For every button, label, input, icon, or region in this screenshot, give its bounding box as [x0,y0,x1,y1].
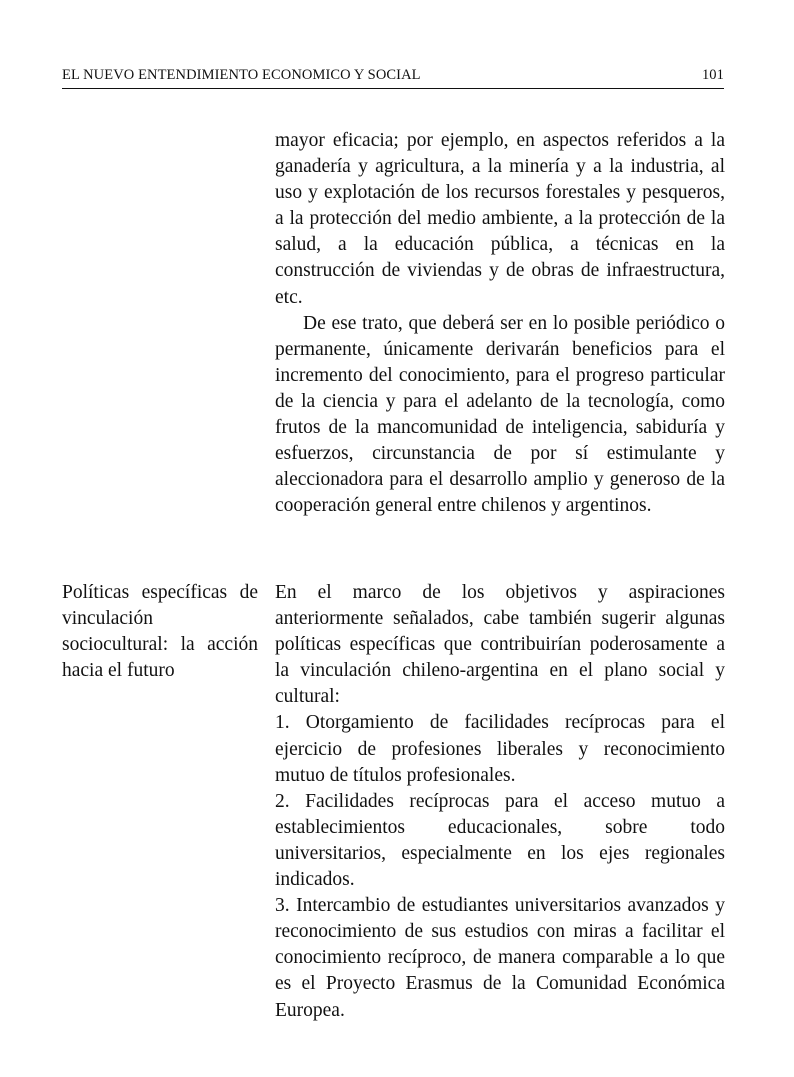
running-header [62,67,724,84]
paragraph: mayor eficacia; por ejemplo, en aspectos referidos a la ganadería y agricultura, a la minería y a la industria, al uso y explotación de los recursos forestales y pesqueros, a la protección del medio ambiente, a la protección de la salud, a la educación pública, a técnicas en la construcción de viviendas y de obras de infraestructura, etc. [275,130,725,308]
running-title: EL NUEVO ENTENDIMIENTO ECONOMICO Y SOCIAL [62,67,421,83]
page-number: 101 [701,67,724,83]
header-rule [62,88,724,89]
main-column-bottom [275,580,725,1024]
paragraph: De ese trato, que deberá ser en lo posible periódico o permanente, únicamente derivarán beneficios para el incremento del conocimiento, para el progreso particular de la ciencia y para el adelanto de la tecnología, como frutos de la mancomunidad de inteligencia, sabiduría y esfuerzos, circunstancia de por sí estimulante y aleccionadora para el desarrollo amplio y generoso de la cooperación general entre chilenos y argentinos. [275,312,725,517]
side-heading: Políticas específicas de vinculación sociocultural: la acción hacia el futuro [62,582,258,682]
list-item: 1. Otorgamiento de facilidades recíprocas para el ejercicio de profesiones liberales y reconocimiento mutuo de títulos profesionales. [275,712,725,786]
main-column-top [275,128,725,519]
list-item: 3. Intercambio de estudiantes universitarios avanzados y reconocimiento de sus estudios con miras a facilitar el conocimiento recíproco, de manera comparable a lo que es el Proyecto Erasmus de la Comunidad Económica Europea. [275,895,725,1021]
section-intro: En el marco de los objetivos y aspiraciones anteriormente señalados, cabe también sugerir algunas políticas específicas que contribuirían poderosamente a la vinculación chileno-argentina en el plano social y cultural: [275,582,725,708]
list-item: 2. Facilidades recíprocas para el acceso mutuo a establecimientos educacionales, sobre todo universitarios, especialmente en los ejes regionales indicados. [275,790,725,891]
